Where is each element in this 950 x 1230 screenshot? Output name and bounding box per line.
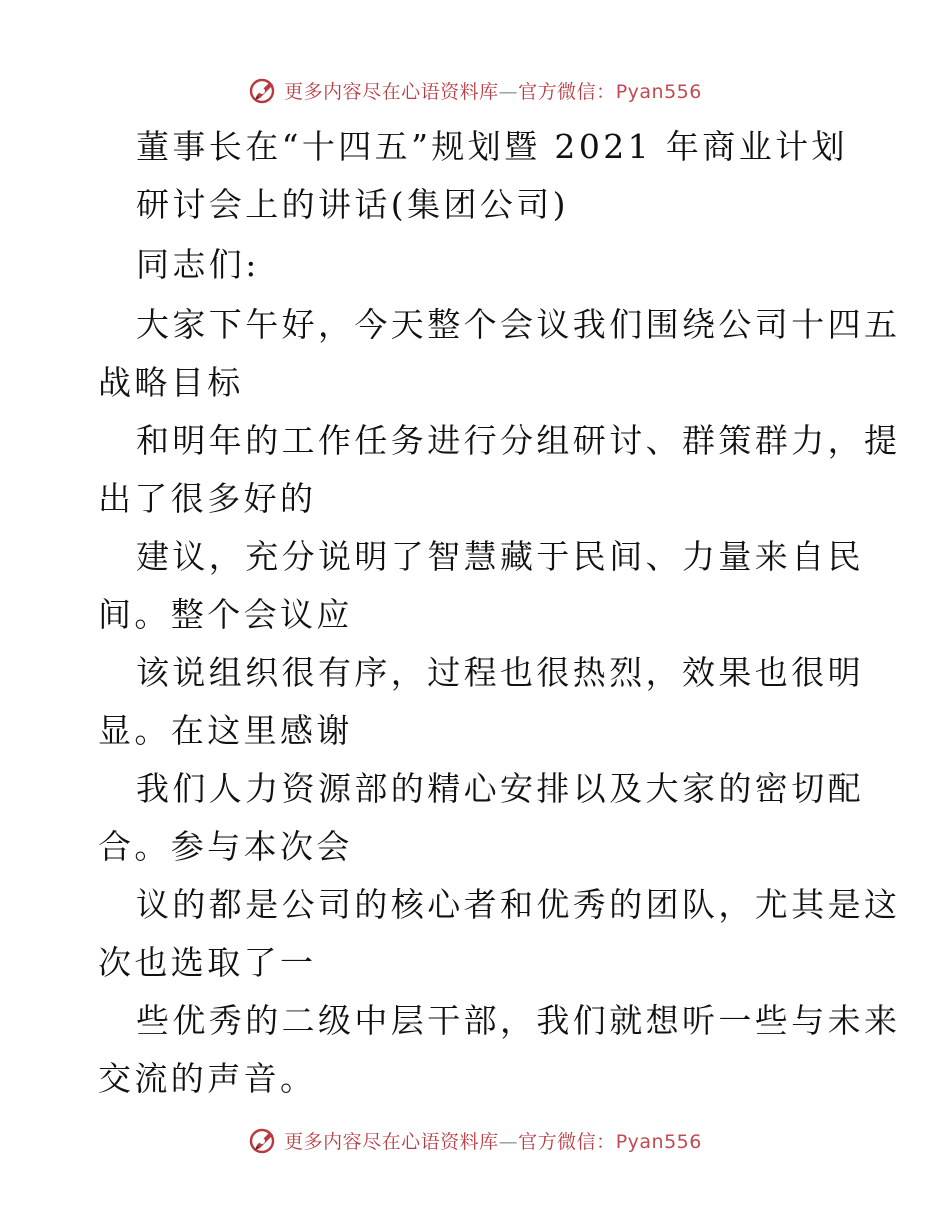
paragraph-line: 建议，充分说明了智慧藏于民间、力量来自民 (136, 537, 864, 576)
wechat-handle: Pyan556 (615, 1130, 702, 1153)
document-title-line-2: 研讨会上的讲话(集团公司) (136, 185, 569, 224)
paragraph-line: 战略目标 (98, 363, 244, 402)
paragraph-line: 交流的声音。 (98, 1059, 317, 1098)
wechat-handle: Pyan556 (615, 80, 702, 103)
site-name: 更多内容尽在心语资料库 (284, 1130, 499, 1153)
separator: — (498, 1130, 519, 1153)
paragraph-line: 些优秀的二级中层干部，我们就想听一些与未来 (136, 1001, 901, 1040)
pen-logo-icon (248, 75, 278, 105)
paragraph-line: 和明年的工作任务进行分组研讨、群策群力，提 (136, 421, 901, 460)
contact-label: 官方微信： (518, 1130, 616, 1153)
paragraph-line: 合。参与本次会 (98, 827, 353, 866)
paragraph-line: 议的都是公司的核心者和优秀的团队，尤其是这 (136, 885, 901, 924)
separator: — (498, 80, 519, 103)
paragraph-line: 次也选取了一 (98, 943, 317, 982)
site-name: 更多内容尽在心语资料库 (284, 80, 499, 103)
footer-watermark-text (284, 1127, 702, 1154)
footer-watermark-banner (0, 1120, 950, 1160)
document-title-line-1: 董事长在“十四五”规划暨 2021 年商业计划 (136, 127, 848, 166)
paragraph-line: 出了很多好的 (98, 479, 317, 518)
header-watermark-banner (0, 70, 950, 110)
header-watermark-text (284, 77, 702, 104)
paragraph-line: 间。整个会议应 (98, 595, 353, 634)
salutation: 同志们: (136, 245, 260, 284)
paragraph-line: 大家下午好，今天整个会议我们围绕公司十四五 (136, 305, 901, 344)
paragraph-line: 我们人力资源部的精心安排以及大家的密切配 (136, 769, 864, 808)
paragraph-line: 显。在这里感谢 (98, 711, 353, 750)
pen-logo-icon (248, 1125, 278, 1155)
paragraph-line: 该说组织很有序，过程也很热烈，效果也很明 (136, 653, 864, 692)
contact-label: 官方微信： (518, 80, 616, 103)
